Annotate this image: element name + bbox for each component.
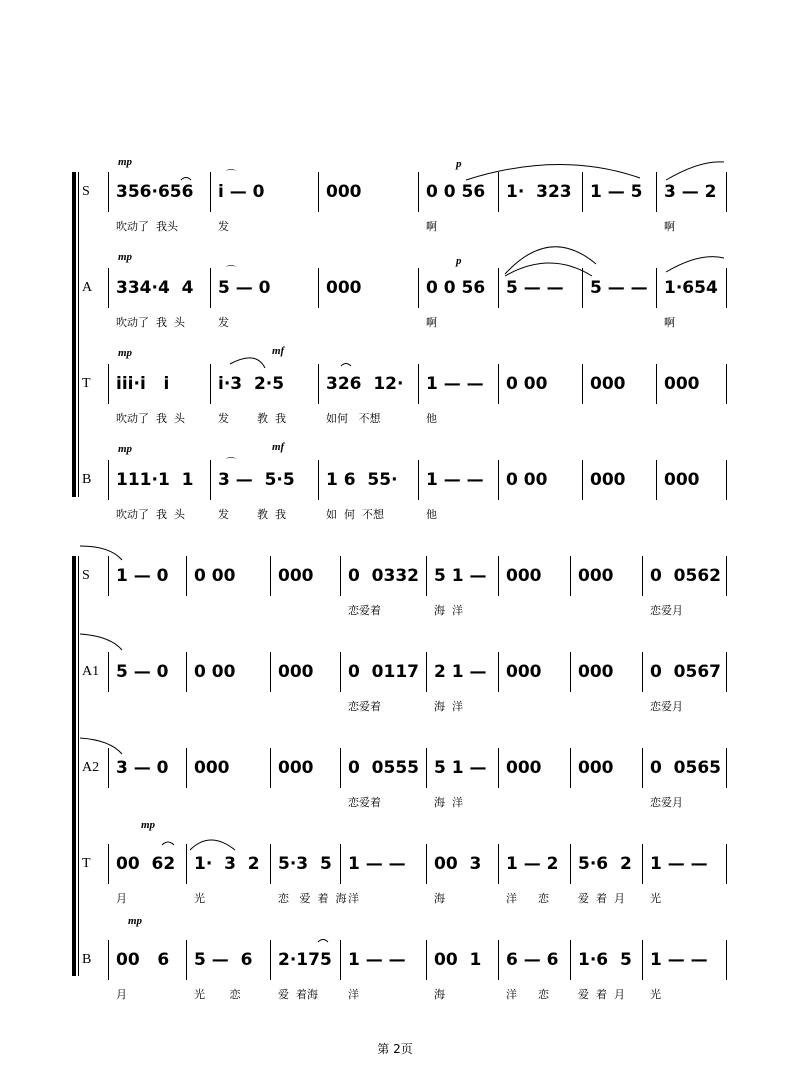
- measure-lyrics: 发 教 我: [218, 508, 286, 521]
- barline: [108, 172, 109, 212]
- measure-lyrics: 爱 着 月: [578, 988, 625, 1001]
- dynamic-mp: mp: [141, 819, 156, 831]
- page-number: 第 2页: [377, 1042, 413, 1056]
- measure-lyrics: 吹动了 我 头: [116, 316, 185, 329]
- measure-notes: 5 — —: [506, 278, 564, 298]
- barline: [108, 652, 109, 692]
- measure-notes: 1· 3 2: [194, 854, 260, 874]
- measure-notes: 3 — 5·5: [218, 470, 295, 490]
- measure-lyrics: 海 洋: [434, 604, 463, 617]
- barline: [642, 652, 643, 692]
- barline: [570, 940, 571, 980]
- barline: [582, 364, 583, 404]
- barline: [570, 748, 571, 788]
- measure-notes: 0 00: [194, 662, 236, 682]
- barline: [656, 460, 657, 500]
- staff-label-b: B: [82, 472, 92, 487]
- measure-notes: 1 — —: [348, 854, 406, 874]
- dynamic-mf: mf: [272, 345, 285, 357]
- measure-lyrics: 发: [218, 316, 229, 329]
- measure-lyrics: 啊: [664, 220, 675, 233]
- barline: [498, 460, 499, 500]
- dynamic-mf: mf: [272, 441, 285, 453]
- slur: [666, 162, 724, 180]
- measure-notes: 1·6 5: [578, 950, 632, 970]
- measure-notes: 5 — 0: [116, 662, 169, 682]
- staff-label-t: T: [82, 856, 91, 871]
- staff-label-a2: A2: [82, 760, 100, 775]
- measure-notes: 000: [578, 662, 614, 682]
- measure-notes: 000: [506, 662, 542, 682]
- staff-label-b: B: [82, 952, 92, 967]
- dynamic-mp: mp: [128, 915, 143, 927]
- measure-notes: 00 62: [116, 854, 176, 874]
- measure-notes: 00 3: [434, 854, 482, 874]
- barline: [570, 556, 571, 596]
- barline: [340, 652, 341, 692]
- barline: [418, 364, 419, 404]
- barline: [498, 844, 499, 884]
- barline: [426, 652, 427, 692]
- barline: [426, 556, 427, 596]
- barline: [270, 748, 271, 788]
- measure-notes: 1· 323: [506, 182, 572, 202]
- measure-notes: 1 — 0: [116, 566, 169, 586]
- measure-notes: 1 — —: [348, 950, 406, 970]
- measure-lyrics: 吹动了 我头: [116, 220, 178, 233]
- measure-notes: 326 12·: [326, 374, 404, 394]
- measure-lyrics: 如 何 不想: [326, 508, 384, 521]
- measure-notes: 5·6 2: [578, 854, 632, 874]
- measure-notes: 1 — 5: [590, 182, 643, 202]
- measure-notes: 334·4 4: [116, 278, 194, 298]
- measure-notes: 000: [506, 758, 542, 778]
- measure-lyrics: 发 教 我: [218, 412, 286, 425]
- measure-notes: 1 — —: [650, 950, 708, 970]
- measure-lyrics: 恋爱着: [348, 796, 381, 809]
- measure-lyrics: 洋 恋: [506, 892, 549, 905]
- measure-notes: 5·3 5: [278, 854, 332, 874]
- measure-notes: 5 1 —: [434, 566, 487, 586]
- barline: [726, 748, 727, 788]
- barline: [570, 844, 571, 884]
- measure-notes: 3 — 0: [116, 758, 169, 778]
- measure-lyrics: 吹动了 我 头: [116, 412, 185, 425]
- barline: [498, 268, 499, 308]
- measure-lyrics: 恋爱月: [650, 604, 683, 617]
- barline: [418, 268, 419, 308]
- barline: [642, 844, 643, 884]
- measure-lyrics: 爱 着 月: [578, 892, 625, 905]
- measure-notes: 5 — —: [590, 278, 648, 298]
- measure-notes: 0 0117: [348, 662, 419, 682]
- slur: [80, 738, 122, 754]
- measure-notes: 00 1: [434, 950, 482, 970]
- measure-notes: 000: [578, 758, 614, 778]
- measure-lyrics: 吹动了 我 头: [116, 508, 185, 521]
- fermata: ⌒: [226, 458, 236, 469]
- staff-label-t: T: [82, 376, 91, 391]
- measure-notes: 000: [278, 758, 314, 778]
- barline: [340, 844, 341, 884]
- tie: [181, 178, 191, 181]
- staff-label-s: S: [82, 184, 90, 199]
- slur: [80, 546, 122, 560]
- measure-lyrics: 恋 爱 着 海: [278, 892, 347, 905]
- measure-lyrics: 洋: [348, 892, 359, 905]
- barline: [108, 556, 109, 596]
- barline: [270, 844, 271, 884]
- barline: [340, 940, 341, 980]
- measure-notes: 1 — —: [426, 470, 484, 490]
- measure-notes: 0 00: [506, 374, 548, 394]
- barline: [270, 556, 271, 596]
- measure-lyrics: 他: [426, 412, 437, 425]
- barline: [210, 364, 211, 404]
- barline: [642, 940, 643, 980]
- measure-lyrics: 恋爱着: [348, 700, 381, 713]
- measure-lyrics: 爱 着海: [278, 988, 318, 1001]
- measure-notes: iii·i i: [116, 374, 170, 394]
- tie: [341, 364, 351, 367]
- dynamic-p: p: [456, 158, 462, 170]
- measure-notes: 000: [194, 758, 230, 778]
- measure-notes: 0 00: [506, 470, 548, 490]
- barline: [726, 844, 727, 884]
- measure-notes: 000: [506, 566, 542, 586]
- measure-notes: 00 6: [116, 950, 170, 970]
- dynamic-p: p: [456, 255, 462, 267]
- fermata: ⌒: [226, 266, 236, 277]
- barline: [498, 652, 499, 692]
- measure-lyrics: 海 洋: [434, 700, 463, 713]
- system-2-bracket: [72, 556, 76, 976]
- measure-lyrics: 月: [116, 988, 127, 1001]
- barline: [656, 172, 657, 212]
- measure-notes: 000: [326, 278, 362, 298]
- barline: [108, 940, 109, 980]
- measure-notes: 1 6 55·: [326, 470, 398, 490]
- slur: [190, 840, 235, 850]
- measure-notes: 111·1 1: [116, 470, 194, 490]
- tie: [162, 842, 174, 845]
- dynamic-mp: mp: [118, 156, 133, 168]
- barline: [656, 268, 657, 308]
- measure-notes: 000: [326, 182, 362, 202]
- staff-label-a: A: [82, 280, 93, 295]
- measure-notes: 0 0555: [348, 758, 419, 778]
- measure-notes: 5 — 0: [218, 278, 271, 298]
- slur: [505, 263, 592, 276]
- barline: [726, 364, 727, 404]
- measure-notes: i·3 2·5: [218, 374, 285, 394]
- barline: [108, 844, 109, 884]
- barline: [108, 268, 109, 308]
- measure-lyrics: 海 洋: [434, 796, 463, 809]
- barline: [340, 748, 341, 788]
- barline: [726, 556, 727, 596]
- barline: [498, 556, 499, 596]
- measure-notes: 000: [278, 662, 314, 682]
- barline: [108, 364, 109, 404]
- measure-lyrics: 啊: [426, 316, 437, 329]
- barline: [642, 748, 643, 788]
- measure-notes: i — 0: [218, 182, 265, 202]
- dynamic-mp: mp: [118, 347, 133, 359]
- barline: [726, 652, 727, 692]
- dynamic-mp: mp: [118, 443, 133, 455]
- system-1-bracket-line: [78, 172, 79, 497]
- measure-lyrics: 恋爱着: [348, 604, 381, 617]
- barline: [570, 652, 571, 692]
- measure-notes: 1 — 2: [506, 854, 559, 874]
- measure-lyrics: 月: [116, 892, 127, 905]
- tie: [318, 940, 328, 943]
- barline: [726, 460, 727, 500]
- barline: [210, 268, 211, 308]
- staff-label-s: S: [82, 568, 90, 583]
- measure-notes: 1 — —: [426, 374, 484, 394]
- measure-lyrics: 光: [194, 892, 205, 905]
- barline: [318, 172, 319, 212]
- slur: [466, 164, 640, 180]
- measure-lyrics: 恋爱月: [650, 796, 683, 809]
- barline: [210, 172, 211, 212]
- measure-lyrics: 光: [650, 988, 661, 1001]
- barline: [418, 460, 419, 500]
- barline: [270, 652, 271, 692]
- measure-notes: 0 0562: [650, 566, 721, 586]
- barline: [318, 364, 319, 404]
- measure-notes: 0 0 56: [426, 278, 486, 298]
- measure-notes: 0 00: [194, 566, 236, 586]
- barline: [270, 940, 271, 980]
- measure-notes: 000: [590, 470, 626, 490]
- barline: [318, 268, 319, 308]
- fermata: ⌒: [226, 170, 236, 181]
- measure-notes: 0 0565: [650, 758, 721, 778]
- barline: [186, 652, 187, 692]
- barline: [418, 172, 419, 212]
- measure-notes: 0 0567: [650, 662, 721, 682]
- barline: [186, 844, 187, 884]
- measure-notes: 2 1 —: [434, 662, 487, 682]
- dynamic-mp: mp: [118, 251, 133, 263]
- barline: [726, 940, 727, 980]
- measure-notes: 1·654: [664, 278, 718, 298]
- measure-lyrics: 光: [650, 892, 661, 905]
- barline: [186, 748, 187, 788]
- barline: [642, 556, 643, 596]
- barline: [426, 844, 427, 884]
- barline: [656, 364, 657, 404]
- measure-lyrics: 啊: [426, 220, 437, 233]
- measure-notes: 6 — 6: [506, 950, 559, 970]
- barline: [318, 460, 319, 500]
- barline: [426, 748, 427, 788]
- barline: [210, 460, 211, 500]
- barline: [340, 556, 341, 596]
- measure-notes: 5 1 —: [434, 758, 487, 778]
- measure-lyrics: 海: [434, 988, 445, 1001]
- barline: [498, 940, 499, 980]
- measure-notes: 5 — 6: [194, 950, 253, 970]
- barline: [726, 268, 727, 308]
- measure-notes: 0 0 56: [426, 182, 486, 202]
- measure-notes: 000: [278, 566, 314, 586]
- measure-lyrics: 他: [426, 508, 437, 521]
- measure-notes: 2·175: [278, 950, 332, 970]
- barline: [186, 556, 187, 596]
- measure-notes: 356·656: [116, 182, 194, 202]
- barline: [582, 460, 583, 500]
- barline: [582, 268, 583, 308]
- measure-lyrics: 洋: [348, 988, 359, 1001]
- measure-lyrics: 发: [218, 220, 229, 233]
- barline: [186, 940, 187, 980]
- slur: [666, 257, 724, 272]
- measure-lyrics: 洋 恋: [506, 988, 549, 1001]
- barline: [498, 172, 499, 212]
- barline: [108, 748, 109, 788]
- slur: [80, 634, 122, 650]
- measure-lyrics: 光 恋: [194, 988, 241, 1001]
- system-1-bracket: [72, 172, 76, 497]
- measure-notes: 000: [664, 470, 700, 490]
- barline: [582, 172, 583, 212]
- barline: [426, 940, 427, 980]
- measure-notes: 000: [578, 566, 614, 586]
- measure-notes: 000: [664, 374, 700, 394]
- staff-label-a1: A1: [82, 664, 100, 679]
- barline: [726, 172, 727, 212]
- slur: [230, 358, 265, 368]
- barline: [498, 748, 499, 788]
- measure-notes: 1 — —: [650, 854, 708, 874]
- barline: [498, 364, 499, 404]
- measure-lyrics: 啊: [664, 316, 675, 329]
- system-2-bracket-line: [78, 556, 79, 976]
- measure-notes: 3 — 2: [664, 182, 717, 202]
- measure-lyrics: 海: [434, 892, 445, 905]
- barline: [108, 460, 109, 500]
- measure-lyrics: 恋爱月: [650, 700, 683, 713]
- measure-lyrics: 如何 不想: [326, 412, 381, 425]
- measure-notes: 000: [590, 374, 626, 394]
- measure-notes: 0 0332: [348, 566, 419, 586]
